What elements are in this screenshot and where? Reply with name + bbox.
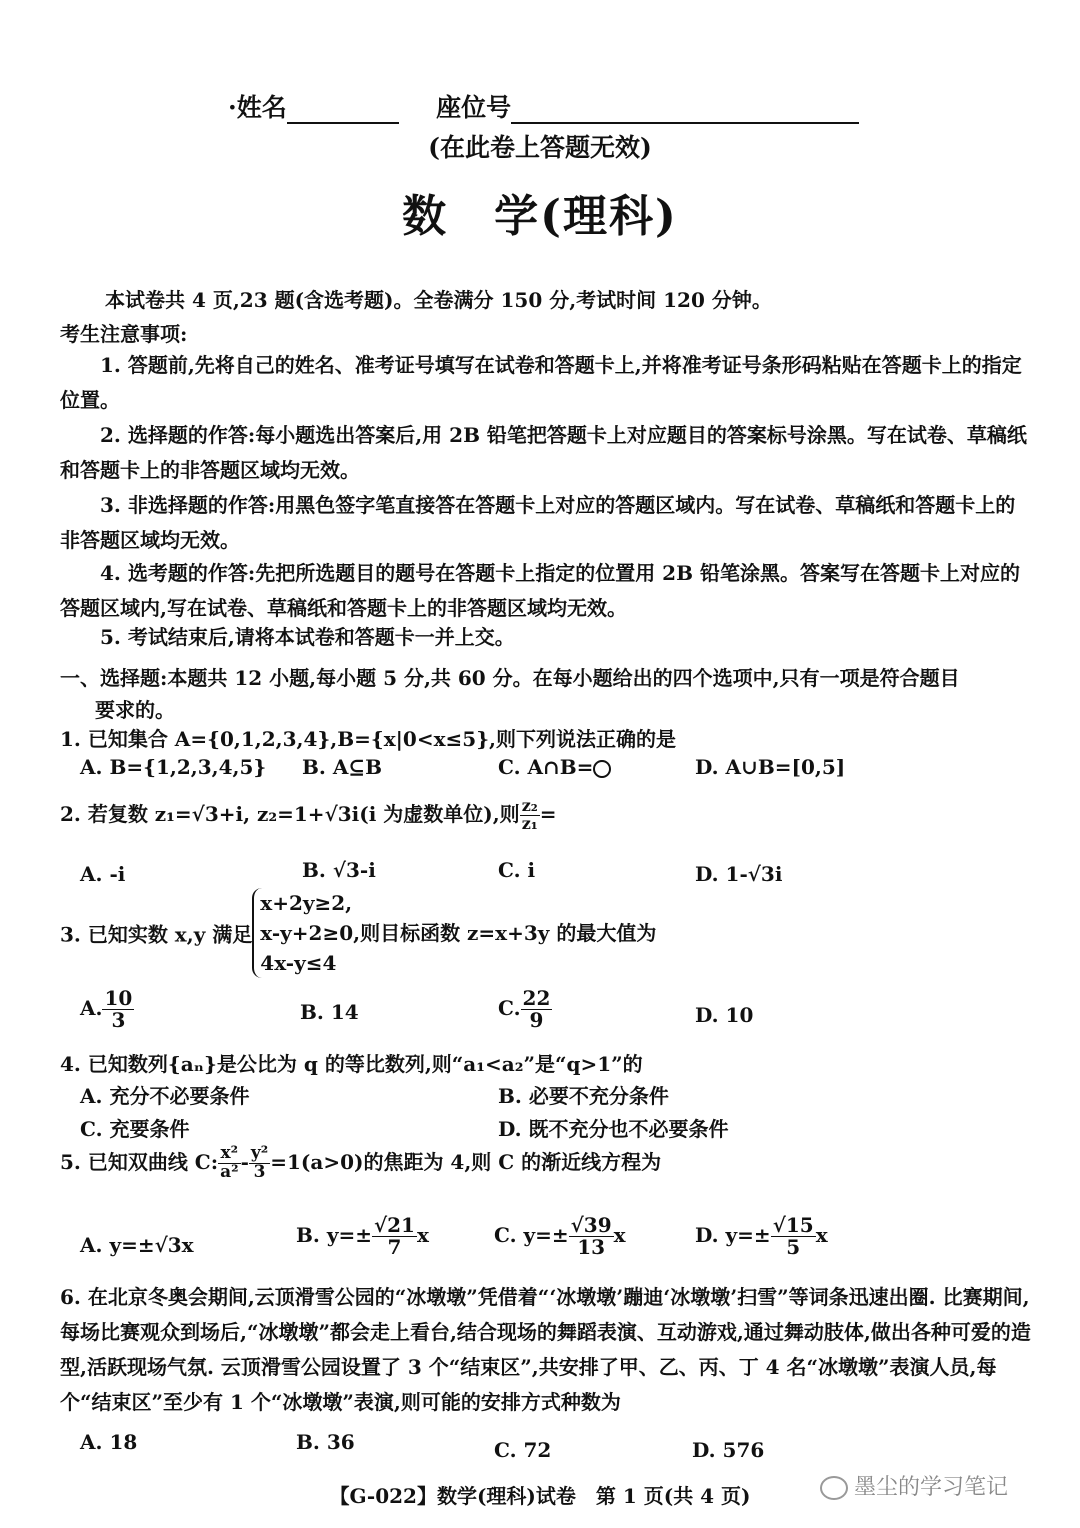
q1-option-a: A. B={1,2,3,4,5} [80,755,267,779]
q4-option-a: A. 充分不必要条件 [80,1084,250,1108]
seat-blank [511,98,859,124]
section1-heading: 一、选择题:本题共 12 小题,每小题 5 分,共 60 分。在每小题给出的四个选项中,只有一项是符合题目 [60,666,960,690]
q3-option-a: A. $\frac{10}{3}$ [80,986,133,1032]
note-item-4: 4. 选考题的作答:先把所选题目的题号在答题卡上指定的位置用 2B 铅笔涂黑。答案写在答题卡上对应的答题区域内,写在试卷、草稿纸和答题卡上的非答题区域均无效。 [60,561,1020,620]
q6-option-b: B. 36 [296,1430,355,1454]
q5-option-a: A. y=±√3x [80,1233,194,1257]
section1-heading-cont: 要求的。 [95,698,175,722]
page-footer: 【G-022】数学(理科)试卷 第 1 页(共 4 页) [329,1484,751,1508]
note-item-2: 2. 选择题的作答:每小题选出答案后,用 2B 铅笔把答题卡上对应题目的答案标号涂黑。写在试卷、草稿纸和答题卡上的非答题区域均无效。 [60,423,1027,482]
q1-option-b: B. A⊆B [302,755,383,779]
seat-label: 座位号 [436,93,512,122]
q5-option-c: C. y=± $\frac{√39}{13}$ x [494,1213,626,1259]
q3-option-c: C. $\frac{22}{9}$ [498,986,551,1032]
invalid-notice: (在此卷上答题无效) [428,133,652,162]
q3-stem: 3. 已知实数 x,y 满足 x+2y≥2, x-y+2≥0,则目标函数 z=x+3y 的最大值为 4x-y≤4 [60,888,656,978]
q5-stem: 5. 已知双曲线 C: $\frac{\text{x²}}{\text{a²}}$ - $\frac{\text{y²}}{3}$ =1(a>0)的焦距为 4,则 C 的渐近线方程为 [60,1143,662,1182]
q4-stem: 4. 已知数列{aₙ}是公比为 q 的等比数列,则“a₁<a₂”是“q>1”的 [60,1052,643,1076]
q4-option-c: C. 充要条件 [80,1117,190,1141]
q2-option-a: A. -i [80,862,126,886]
empty-set-symbol [593,760,611,778]
q3-constraint-system: x+2y≥2, x-y+2≥0,则目标函数 z=x+3y 的最大值为 4x-y≤4 [252,888,656,978]
wechat-icon [820,1476,848,1500]
q2-fraction: $\frac{\text{z₂}}{\text{z₁}}$ [521,796,538,833]
q1-option-c: C. A∩B= [498,755,611,779]
page-title: 数 学(理科) [402,191,678,242]
q5-option-b: B. y=± $\frac{√21}{7}$ x [296,1213,429,1259]
q2-option-c: C. i [498,858,536,882]
q2-option-d: D. 1-√3i [695,862,783,886]
name-blank [287,98,399,124]
q1-option-d: D. A∪B=[0,5] [695,755,846,779]
q2-option-b: B. √3-i [302,858,376,882]
note-item-3: 3. 非选择题的作答:用黑色签字笔直接答在答题卡上对应的答题区域内。写在试卷、草稿纸和答题卡上的非答题区域均无效。 [60,493,1016,552]
q5-option-d: D. y=± $\frac{√15}{5}$ x [695,1213,828,1259]
note-item-1: 1. 答题前,先将自己的姓名、准考证号填写在试卷和答题卡上,并将准考证号条形码粘贴在答题卡上的指定位置。 [60,353,1022,412]
q3-option-b: B. 14 [300,1000,359,1024]
q6-option-d: D. 576 [692,1438,765,1462]
note-item-5: 5. 考试结束后,请将本试卷和答题卡一并上交。 [100,625,515,649]
q6-option-a: A. 18 [80,1430,138,1454]
q2-stem: 2. 若复数 z₁=√3+i, z₂=1+√3i(i 为虚数单位),则 $\frac{\text{z₂}}{\text{z₁}}$ = [60,796,557,833]
q4-option-b: B. 必要不充分条件 [498,1084,669,1108]
name-label: ·姓名 [228,93,287,122]
q4-option-d: D. 既不充分也不必要条件 [498,1117,729,1141]
notes-heading: 考生注意事项: [60,322,188,346]
q6-stem: 6. 在北京冬奥会期间,云顶滑雪公园的“冰墩墩”凭借着“‘冰墩墩’蹦迪‘冰墩墩’扫雪”等词条迅速出圈. 比赛期间,每场比赛观众到场后,“冰墩墩”都会走上看台,结合现场的舞蹈表演、互动游戏,通过舞动肢体,做出各种可爱的造型,活跃现场气氛. 云顶滑雪公园设置了 3 个“结束区”,共安排了甲、乙、丙、丁 4 名“冰墩墩”表演人员,每个“结束区”至少有 1 个“冰墩墩”表演,则可能的安排方式种数为 [60,1285,1031,1414]
q6-option-c: C. 72 [494,1438,552,1462]
q3-option-d: D. 10 [695,1003,754,1027]
q1-stem: 1. 已知集合 A={0,1,2,3,4},B={x|0<x≤5},则下列说法正确的是 [60,727,677,751]
watermark: 墨尘的学习笔记 [820,1470,1008,1501]
header-fields [228,88,859,124]
exam-intro: 本试卷共 4 页,23 题(含选考题)。全卷满分 150 分,考试时间 120 分钟。 [105,288,772,312]
